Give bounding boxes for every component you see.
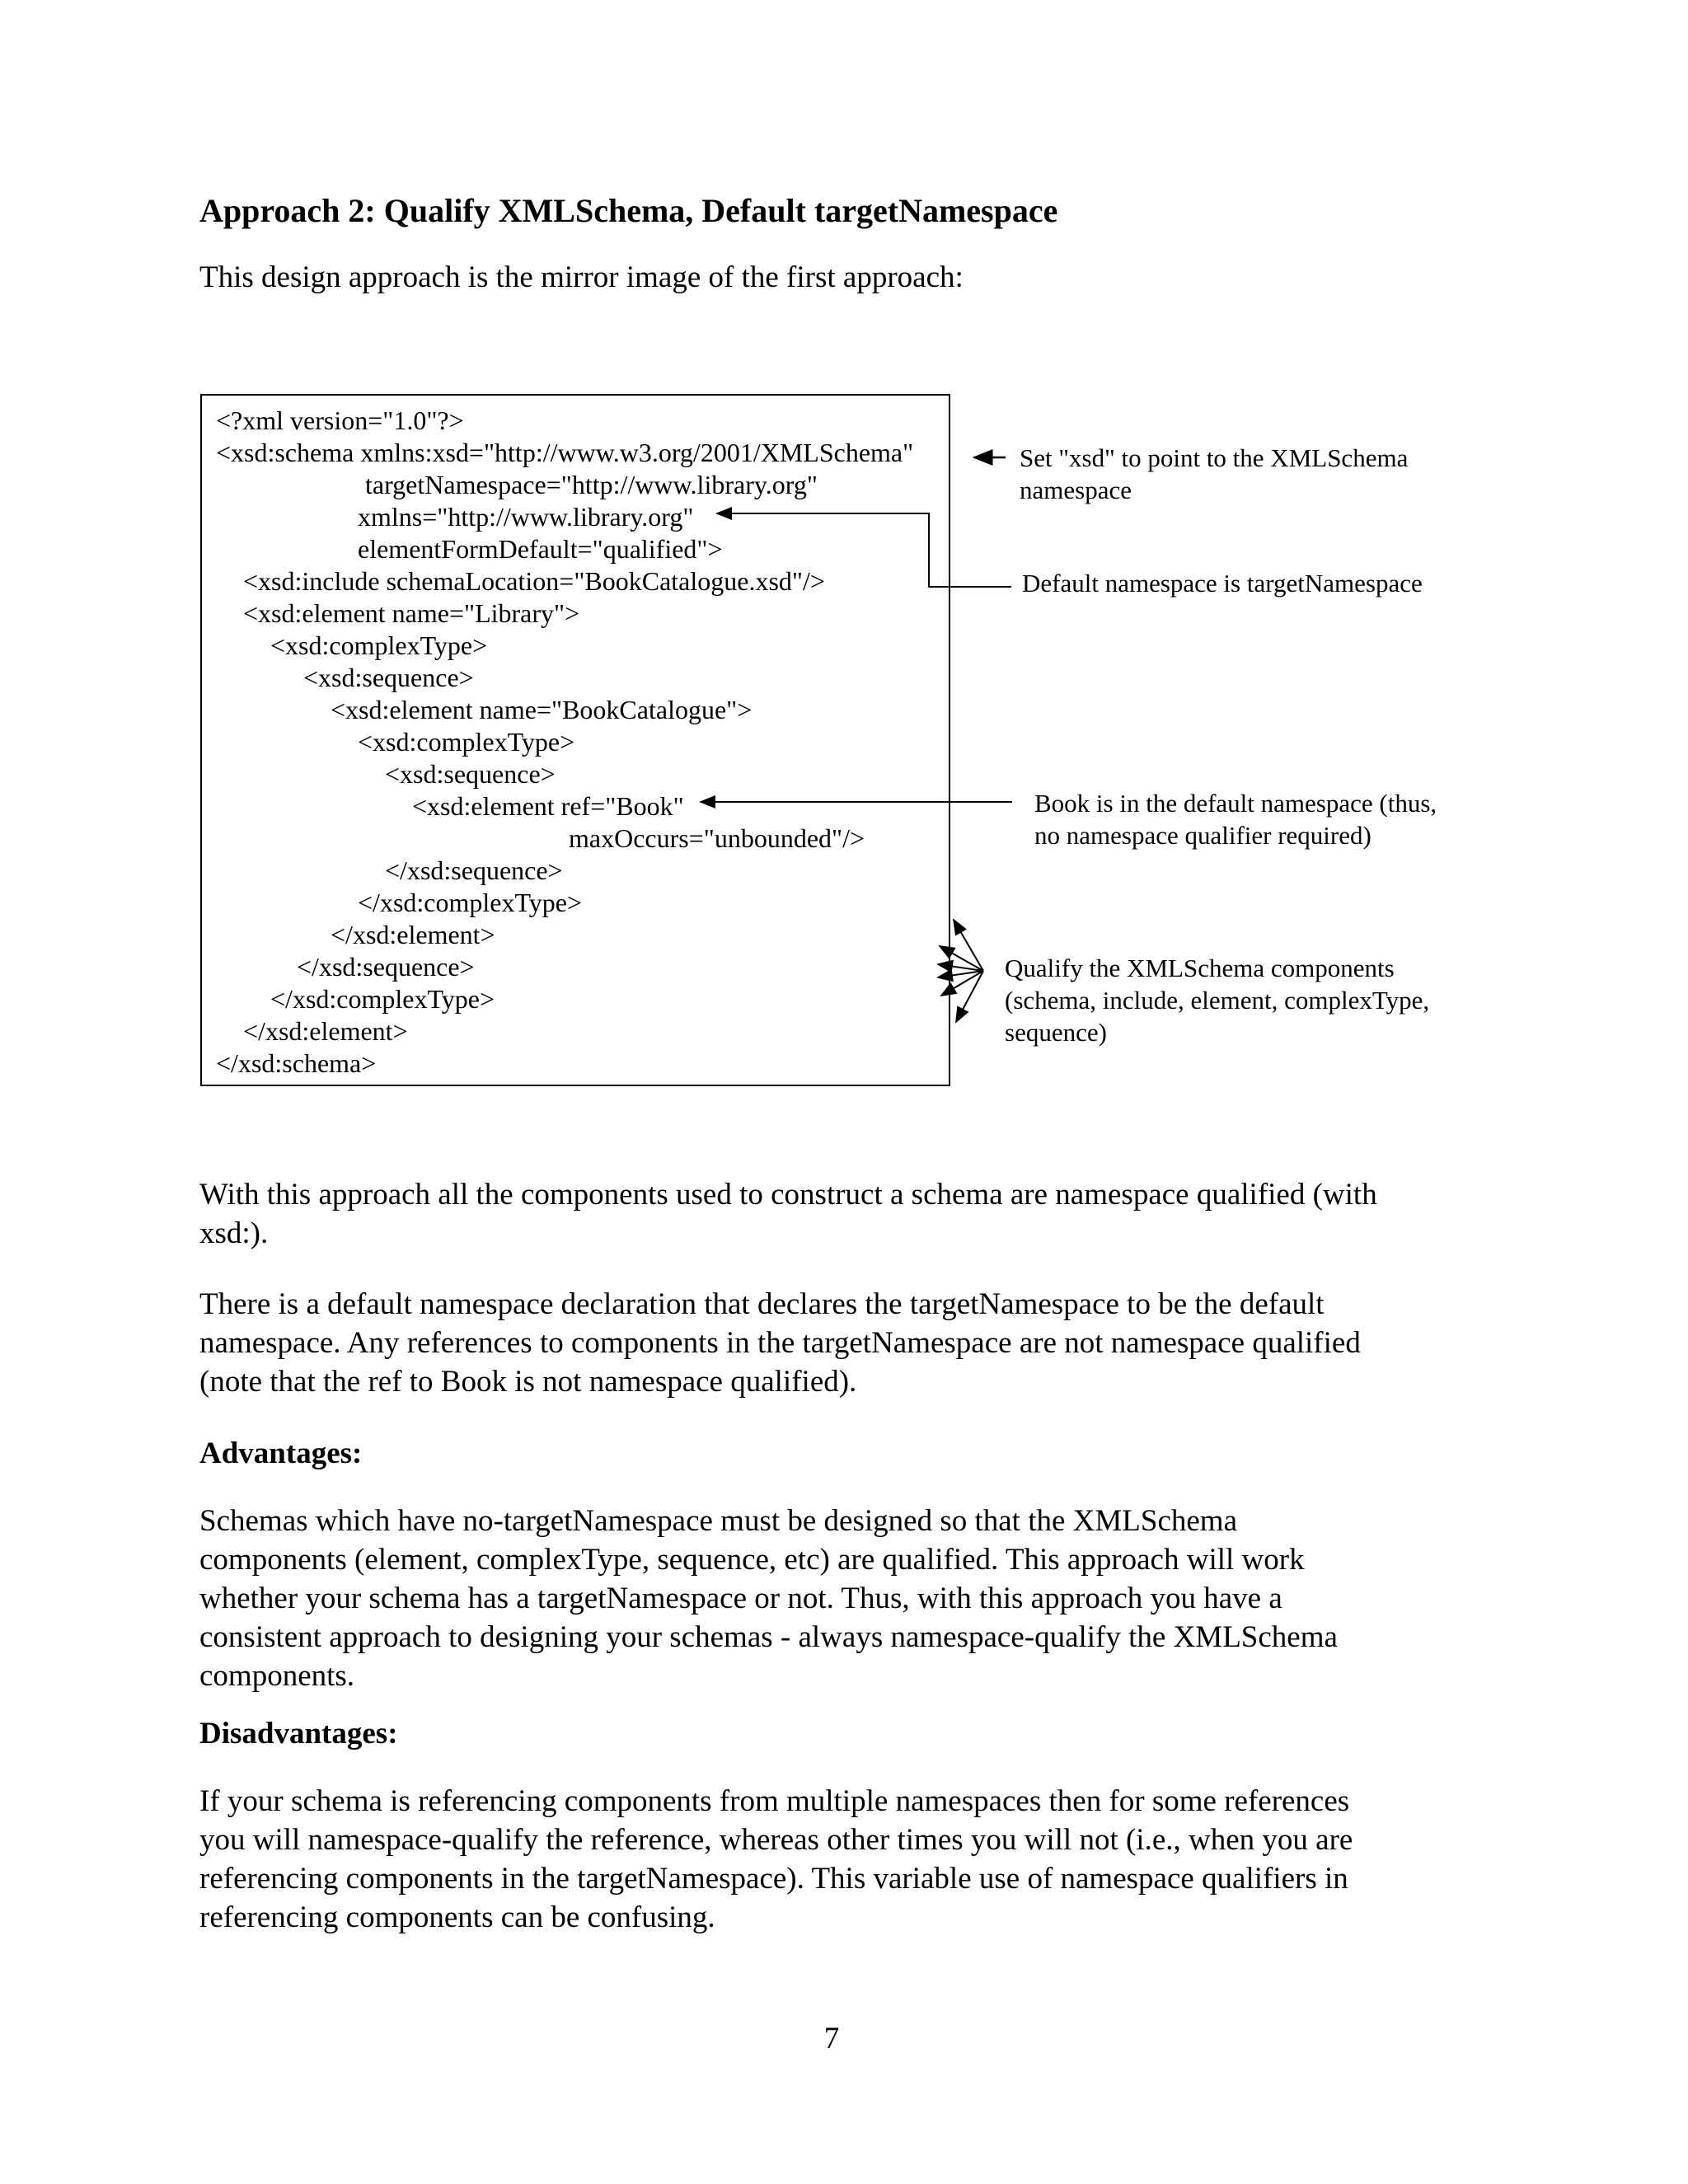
annotation-line: namespace [1020, 476, 1132, 504]
code-line: <xsd:element name="Library"> [243, 598, 580, 628]
code-line: </xsd:element> [331, 920, 495, 949]
code-line: </xsd:complexType> [270, 984, 495, 1014]
intro-text: This design approach is the mirror image of the first approach: [199, 260, 964, 294]
paragraph-line: referencing components in the targetNamespace). This variable use of namespace qualifiers in [199, 1862, 1348, 1896]
code-line: <xsd:element name="BookCatalogue"> [331, 695, 753, 724]
code-line: </xsd:sequence> [385, 855, 563, 885]
paragraph-line: xsd:). [199, 1216, 269, 1250]
code-line: xmlns="http://www.library.org" [358, 502, 694, 532]
annotation-xsd-prefix [1020, 442, 1408, 506]
code-line: </xsd:element> [243, 1016, 408, 1046]
paragraph-line: you will namespace-qualify the reference, whereas other times you will not (i.e., when you are [199, 1823, 1353, 1857]
code-line: </xsd:schema> [216, 1048, 377, 1078]
code-line: <xsd:sequence> [303, 663, 474, 692]
paragraph [199, 1285, 1485, 1401]
annotation-line: (schema, include, element, complexType, [1005, 986, 1430, 1015]
paragraph-line: referencing components can be confusing. [199, 1900, 715, 1934]
code-line: </xsd:sequence> [297, 952, 475, 982]
paragraph-line: consistent approach to designing your schemas - always namespace-qualify the XMLSchema [199, 1620, 1338, 1654]
code-line: <xsd:schema xmlns:xsd="http://www.w3.org/2001/XMLSchema" [216, 438, 914, 467]
arrow-line [717, 513, 1011, 587]
paragraph-line: (note that the ref to Book is not namespace qualified). [199, 1365, 857, 1399]
paragraph-line: components. [199, 1659, 355, 1693]
annotation-line: Book is in the default namespace (thus, [1034, 789, 1437, 818]
code-line: <xsd:include schemaLocation="BookCatalogue.xsd"/> [243, 566, 825, 596]
advantages-heading: Advantages: [199, 1436, 363, 1470]
code-line: <xsd:sequence> [385, 759, 556, 789]
annotation-line: no namespace qualifier required) [1034, 821, 1372, 850]
code-line: elementFormDefault="qualified"> [358, 534, 723, 564]
annotation-line: Default namespace is targetNamespace [1022, 569, 1423, 598]
paragraph-line: components (element, complexType, sequence, etc) are qualified. This approach will work [199, 1543, 1305, 1577]
disadvantages-heading: Disadvantages: [199, 1717, 398, 1750]
code-line: targetNamespace="http://www.library.org" [365, 470, 818, 499]
paragraph-line: Schemas which have no-targetNamespace must be designed so that the XMLSchema [199, 1504, 1238, 1538]
paragraph-line: With this approach all the components used to construct a schema are namespace qualified (with [199, 1178, 1377, 1212]
annotation-line: Qualify the XMLSchema components [1005, 954, 1395, 982]
page-number: 7 [823, 2022, 840, 2055]
annotation-default-namespace [1022, 567, 1423, 599]
code-line: <?xml version="1.0"?> [216, 405, 464, 435]
paragraph-line: If your schema is referencing components from multiple namespaces then for some references [199, 1784, 1350, 1818]
code-line: <xsd:complexType> [358, 727, 575, 757]
paragraph [199, 1175, 1485, 1253]
paragraph-line: There is a default namespace declaration that declares the targetNamespace to be the default [199, 1287, 1325, 1321]
paragraph [199, 1502, 1485, 1695]
code-line: maxOccurs="unbounded"/> [569, 823, 865, 853]
annotation-line: Set "xsd" to point to the XMLSchema [1020, 443, 1409, 472]
paragraph-line: whether your schema has a targetNamespace or not. Thus, with this approach you have a [199, 1582, 1282, 1615]
section-heading: Approach 2: Qualify XMLSchema, Default targetNamespace [199, 192, 1058, 229]
code-line: <xsd:complexType> [270, 630, 488, 660]
code-line: <xsd:element ref="Book" [412, 791, 684, 821]
annotation-book-ref [1034, 787, 1437, 851]
annotation-line: sequence) [1005, 1018, 1107, 1047]
paragraph [199, 1782, 1485, 1937]
paragraph-line: namespace. Any references to components in the targetNamespace are not namespace qualified [199, 1326, 1361, 1360]
code-line: </xsd:complexType> [358, 888, 583, 917]
annotation-qualify [1005, 952, 1429, 1048]
